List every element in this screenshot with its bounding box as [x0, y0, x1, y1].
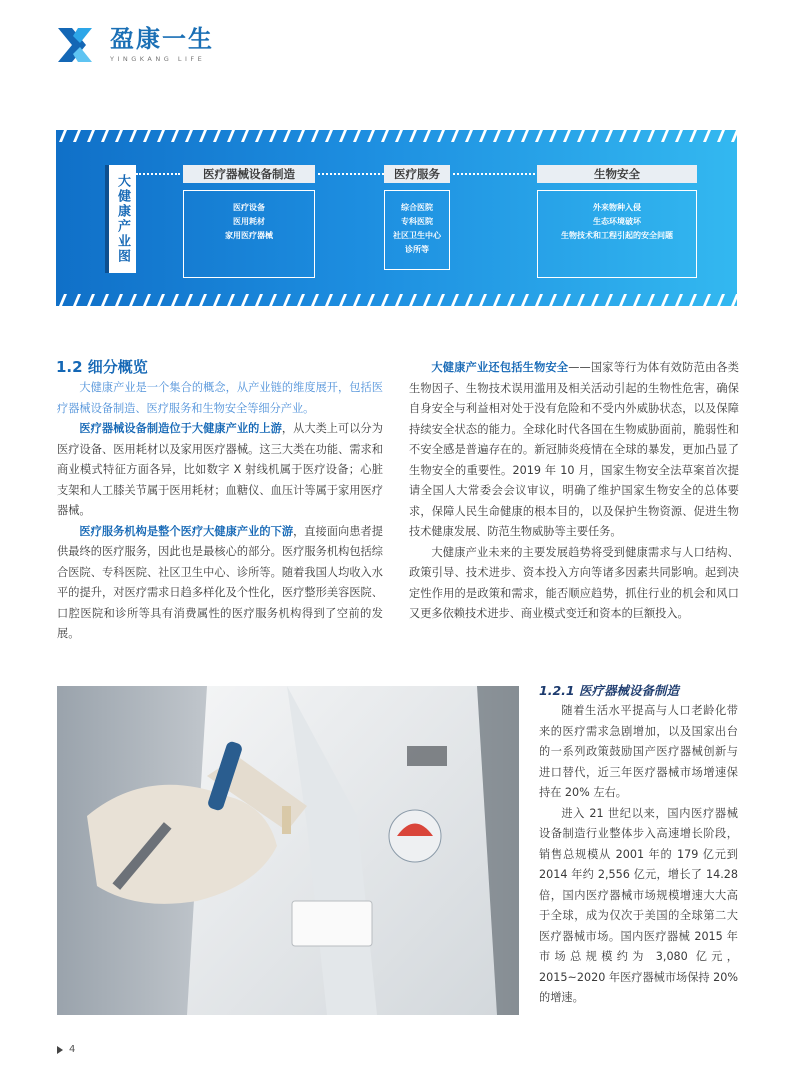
- paragraph-text: ，直接面向患者提供最终的医疗服务，因此也是最核心的部分。医疗服务机构包括综合医院、专科医院、社区卫生中心、诊所等。随着我国人均收入水平的提升，对医疗需求日趋多样化及个性化，医疗整形美容医院、口腔医院和诊所等具有消费属性的医疗服务机构得到了空前的发展。: [57, 524, 383, 640]
- paragraph-text: ——国家等行为体有效防范由各类生物因子、生物技术误用滥用及相关活动引起的生物性危害，确保自身安全与利益相对处于没有危险和不受内外威胁状态，以及保障持续安全状态的能力。全球化时代各国在生物威胁面前，脆弱性和不安全感是普遍存在的。新冠肺炎疫情在全球的暴发，更加凸显了生物安全的重要性。2019 年 10 月，国家生物安全法草案首次提请全国人大常委会会议审议，明确了维护国家生物安全的总体要求，保障人民生命健康的根本目的，以及保护生物资源、促进生物技术健康发展、防范生物威胁等主要任务。: [409, 361, 739, 538]
- category-item: 综合医院: [401, 203, 433, 212]
- category-item: 专科医院: [401, 217, 433, 226]
- logo: [56, 24, 214, 66]
- stripe-decoration: [56, 130, 737, 142]
- paragraph: 大健康产业未来的主要发展趋势将受到健康需求与人口结构、政策引导、技术进步、资本投入方向等诸多因素共同影响。起到决定性作用的是政策和需求，能否顺应趋势，抓住行业的机会和风口又更多依赖技术进步、商业模式变迁和资本的巨额投入。: [409, 545, 739, 620]
- stripe-decoration: [56, 294, 737, 306]
- logo-icon: [56, 24, 104, 66]
- category-item: 诊所等: [405, 245, 429, 254]
- triangle-icon: [57, 1046, 63, 1054]
- category-items: [183, 190, 315, 278]
- category-title: 医疗服务: [384, 165, 450, 183]
- category-title: 医疗器械设备制造: [183, 165, 315, 183]
- paragraph: 随着生活水平提高与人口老龄化带来的医疗需求急剧增加，以及国家出台的一系列政策鼓励国产医疗器械创新与进口替代，近三年医疗器械市场增速保持在 20% 左右。: [539, 704, 738, 799]
- paragraph: [57, 522, 383, 645]
- connector-dots: [453, 173, 535, 177]
- lab-photo: [57, 686, 519, 1015]
- diagram-side-label: 大健康产业图: [105, 165, 136, 273]
- paragraph: [57, 419, 383, 522]
- category-item: 医疗设备: [233, 203, 265, 212]
- category-item: 社区卫生中心: [393, 231, 441, 240]
- category-item: 生物技术和工程引起的安全问题: [561, 231, 673, 240]
- industry-diagram: [56, 130, 737, 306]
- category-item: 家用医疗器械: [225, 231, 273, 240]
- connector-dots: [136, 173, 180, 177]
- subsection-column: [539, 701, 738, 1009]
- connector-dots: [318, 173, 384, 177]
- category-item: 外来物种入侵: [593, 203, 641, 212]
- category-items: [384, 190, 450, 270]
- paragraph: 进入 21 世纪以来，国内医疗器械设备制造行业整体步入高速增长阶段，销售总规模从 2001 年的 179 亿元到 2014 年约 2,556 亿元，增长了 14.28 倍，国内医疗器械市场规模增速大大高于全球，成为仅次于美国的全球第二大医疗器械市场。国内医疗器械 2015 年市场总规模约为 3,080 亿元，2015~2020 年医疗器械市场保持 20% 的增速。: [539, 806, 738, 1004]
- category-title: 生物安全: [537, 165, 697, 183]
- page-number-text: 4: [69, 1044, 76, 1055]
- category-item: 医用耗材: [233, 217, 265, 226]
- subsection-heading: 1.2.1 医疗器械设备制造: [539, 683, 679, 698]
- logo-name-en: YINGKANG LIFE: [110, 55, 206, 63]
- left-column: [57, 378, 383, 645]
- right-column: [409, 358, 739, 625]
- paragraph-lead: 医疗器械设备制造位于大健康产业的上游: [79, 422, 282, 435]
- logo-name-cn: 盈康一生: [110, 25, 214, 53]
- paragraph-lead: 医疗服务机构是整个医疗大健康产业的下游: [79, 524, 294, 538]
- section-heading: 1.2 细分概览: [56, 358, 148, 376]
- category-item: 生态环境破坏: [593, 217, 641, 226]
- page-number: [57, 1044, 75, 1055]
- category-items: [537, 190, 697, 278]
- paragraph-lead: 大健康产业还包括生物安全: [431, 361, 569, 374]
- paragraph: [409, 358, 739, 543]
- paragraph-text: ，从大类上可以分为医疗设备、医用耗材以及家用医疗器械。这三大类在功能、需求和商业模式特征方面各异，比如数字 X 射线机属于医疗设备；心脏支架和人工膝关节属于医用耗材；血糖仪、血压计等属于家用医疗器械。: [57, 422, 383, 517]
- paragraph: 大健康产业是一个集合的概念，从产业链的维度展开，包括医疗器械设备制造、医疗服务和生物安全等细分产业。: [57, 381, 383, 415]
